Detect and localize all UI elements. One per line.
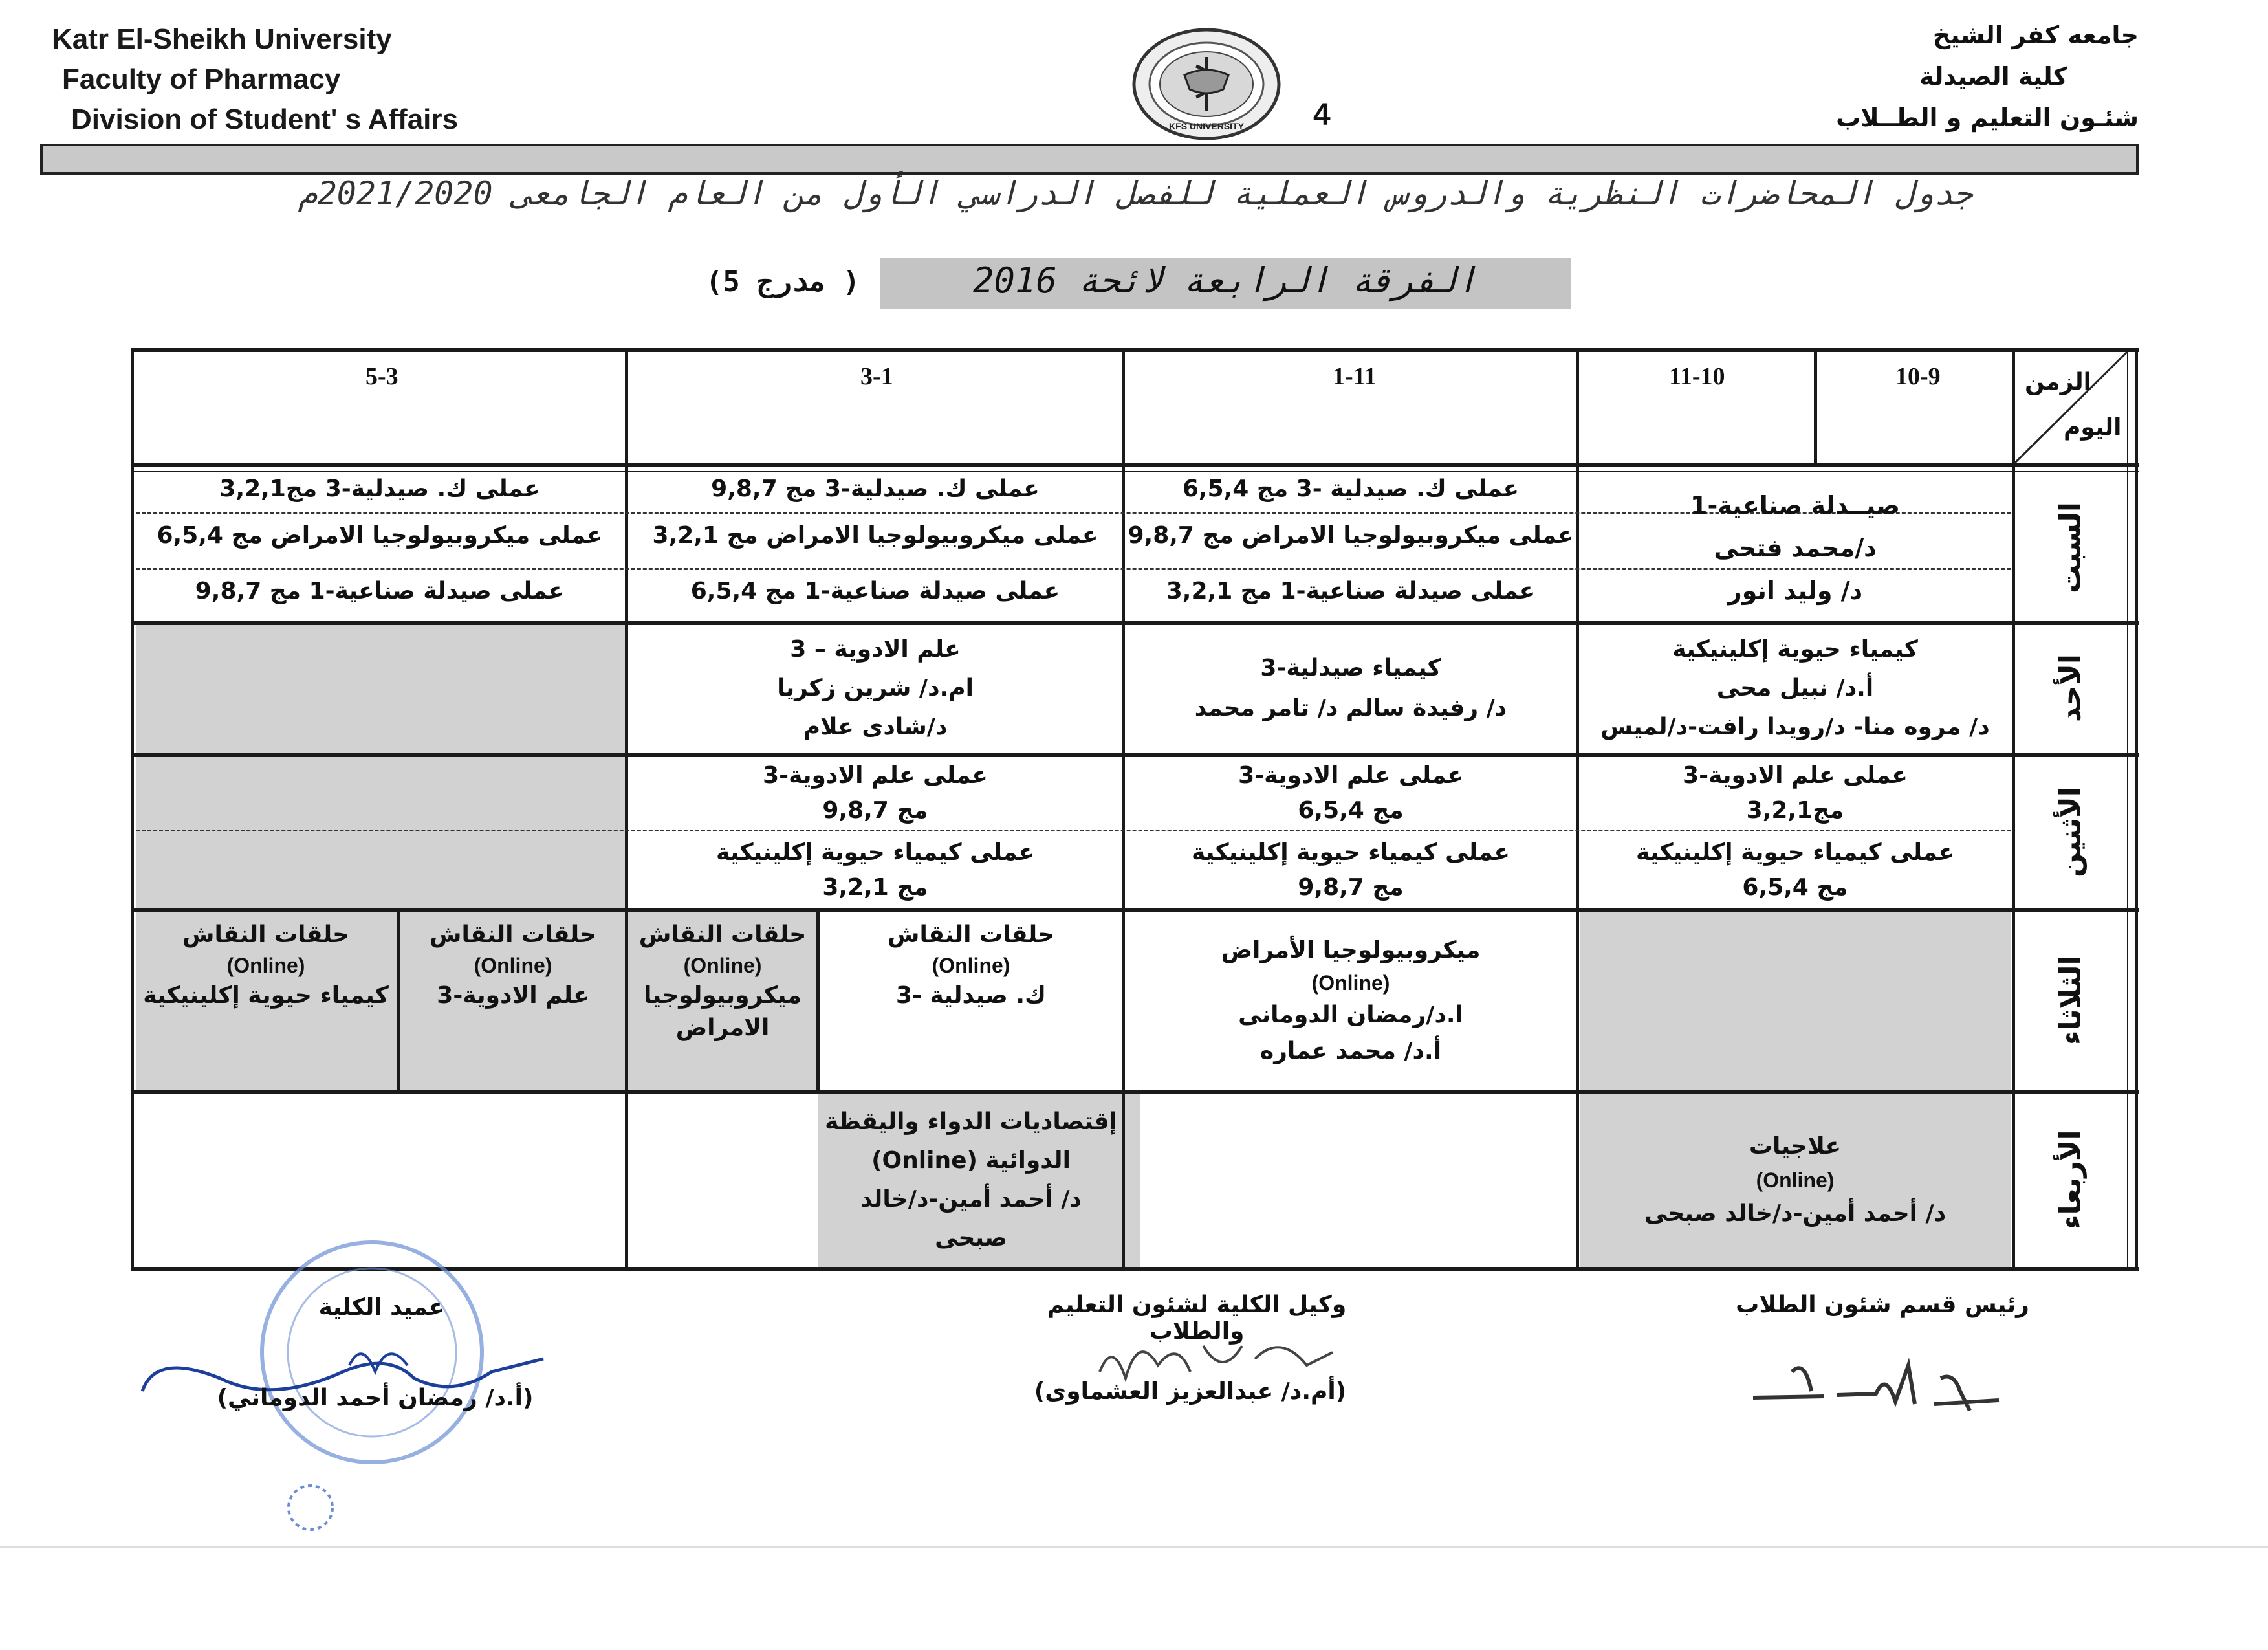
col-line-day [2012,348,2015,1271]
empty-sun-5-3 [136,625,626,753]
day-monday: الأثنين [2054,787,2088,877]
sun-pharmaceutical-chemistry-lecture [1126,625,1576,752]
wed-therapeutics-lecture [1580,1094,2011,1267]
course-name: إقتصاديات الدواء واليقظة [825,1108,1117,1135]
time-slot-10-9: 10-9 [1895,363,1941,390]
course-name: صيــدلة صناعية-1 [1690,491,1900,520]
tue-microbiology-lecture [1126,912,1576,1090]
col-line-5-3 [625,348,628,1271]
tue-discussion-pharm-chem: حلقات النقاش (Online) ك. صيدلية -3 [887,921,1055,1009]
sat-5-3-line2: عملى ميكروبيولوجيا الامراض مج 6,5,4 [157,522,603,549]
dean-name: (أ.د/ رمضان أحمد الدوماني) [217,1385,534,1411]
col-line-left [131,348,134,1271]
tue-split-5-3 [397,912,400,1090]
empty-mon-5-3 [136,757,626,908]
division-name-ar: شئـون التعليم و الطــلاب [1836,104,2139,132]
faculty-name-en: Faculty of Pharmacy [62,63,341,95]
logo-text: KFS UNIVERSITY [1169,121,1244,131]
dean-signature [129,1314,556,1430]
dean-title: عميد الكلية [318,1294,445,1321]
tue-discussion-biochemistry: حلقات النقاش (Online) كيمياء حيوية إكلينيكية [143,921,389,1009]
corner-day-label: اليوم [2064,414,2122,441]
course-name: علم الادوية – 3 [790,636,961,663]
tue-split-3-1 [816,912,820,1090]
mon-dash [136,830,2011,831]
lecturer-name: د/ أحمد أمين-د/خالد [860,1186,1082,1213]
sat-1-11-line1: عملى ك. صيدلية -3 مج 6,5,4 [1182,476,1520,502]
tue-discussion-microbiology: حلقات النقاش (Online) ميكروبيولوجيا الامراض [638,921,807,1041]
time-slot-1-11: 1-11 [1333,363,1377,390]
col-line-3-1 [1122,348,1125,1271]
sat-5-3-line1: عملى ك. صيدلية-3 مج3,2,1 [219,476,540,502]
day-saturday: السبت [2054,502,2088,594]
sat-5-3-line3: عملى صيدلة صناعية-1 مج 9,8,7 [195,578,565,604]
online-badge: (Online) [1756,1169,1835,1192]
sat-3-1-line3: عملى صيدلة صناعية-1 مج 6,5,4 [690,578,1060,604]
lecturer-name: د/ أحمد أمين-د/خالد صبحى [1644,1200,1946,1227]
hall-label: ( مدرج 5) [705,265,860,298]
time-slot-3-1: 3-1 [860,363,893,390]
day-tuesday: الثلاثاء [2054,955,2088,1046]
initials-mark [285,1482,336,1534]
online-badge: (Online) [226,954,305,977]
online-badge: (Online) [474,954,552,977]
mon-9-11-biochemistry-lab: عملى كيمياء حيوية إكلينيكية مج 6,5,4 [1636,839,1954,901]
lecturer-name: ام.د/ شرين زكريا [777,675,974,701]
lecturer-name: أ.د/ محمد عماره [1259,1038,1442,1064]
mon-1-11-biochemistry-lab: عملى كيمياء حيوية إكلينيكية مج 9,8,7 [1192,839,1510,901]
lecturer-name: د/ وليد انور [1727,577,1863,605]
mon-3-1-biochemistry-lab: عملى كيمياء حيوية إكلينيكية مج 3,2,1 [716,839,1034,901]
lecturer-name: أ.د/ نبيل محى [1716,675,1874,701]
sun-pharmacology-lecture [629,625,1122,752]
course-name: كيمياء صيدلية-3 [1260,655,1441,681]
empty-tue-9-11 [1580,912,2011,1090]
students-affairs-head-title: رئيس قسم شئون الطلاب [1736,1292,2029,1318]
mon-3-1-pharmacology-lab: عملى علم الادوية-3 مج 9,8,7 [763,762,988,824]
university-name-ar: جامعه كفر الشيخ [1932,21,2139,49]
university-name-en: Katr El-Sheikh University [52,23,392,55]
lecturer-name: د/ رفيدة سالم د/ تامر محمد [1194,695,1507,721]
vice-dean-title: وكيل الكلية لشئون التعليم والطلاب [1047,1292,1347,1345]
wed-pharmacoeconomics-lecture: إقتصاديات الدواء واليقظة الدوائية (Online) د/ أحمد أمين-د/خالد صبحى [820,1094,1122,1267]
sat-1-11-line2: عملى ميكروبيولوجيا الامراض مج 9,8,7 [1128,522,1574,549]
time-slot-11-10: 11-10 [1669,363,1725,390]
sat-1-11-line3: عملى صيدلة صناعية-1 مج 3,2,1 [1166,578,1536,604]
day-wednesday: الأربعاء [2054,1130,2088,1229]
sat-3-1-line1: عملى ك. صيدلية-3 مج 9,8,7 [711,476,1040,502]
students-affairs-head-signature [1747,1346,2005,1417]
mon-1-11-pharmacology-lab: عملى علم الادوية-3 مج 6,5,4 [1238,762,1463,824]
lecturer-name: ا.د/رمضان الدومانى [1238,1002,1463,1028]
sat-industrial-pharmacy-lecture [1580,476,2011,620]
course-name: ميكروبيولوجيا الأمراض [1221,937,1481,963]
lecturer-name: د/محمد فتحى [1714,534,1877,562]
time-slot-5-3: 5-3 [365,363,398,390]
online-badge: (Online) [932,954,1010,977]
lecturer-name: د/شادى علام [803,714,948,740]
course-name: علاجيات [1749,1133,1842,1160]
day-sunday: الأحد [2054,654,2088,723]
level-subtitle: الفرقة الرابعة لائحة 2016 [972,260,1478,301]
mon-9-11-pharmacology-lab: عملى علم الادوية-3 مج3,2,1 [1683,762,1908,824]
course-name: كيمياء حيوية إكلينيكية [1672,636,1918,663]
tue-discussion-pharmacology: حلقات النقاش (Online) علم الادوية-3 [429,921,597,1009]
lecturer-name: د/ مروه منا- د/رويدا رافت-د/لميس [1600,714,1990,740]
col-line-right-inner [2127,348,2128,1271]
col-line-11-10 [1814,348,1817,467]
col-line-1-11 [1576,348,1579,1271]
vice-dean-name: (أم.د/ عبدالعزيز العشماوى) [1034,1378,1347,1405]
table-top-border [131,348,2139,352]
page-number: 4 [1313,98,1331,132]
online-badge: (Online) [1311,971,1390,995]
sun-clinical-biochemistry-lecture [1580,625,2011,752]
row-line-header [131,463,2139,467]
page-footer-line [0,1546,2268,1548]
sat-3-1-line2: عملى ميكروبيولوجيا الامراض مج 3,2,1 [652,522,1098,549]
col-line-right [2135,348,2138,1271]
division-name-en: Division of Student' s Affairs [71,104,458,135]
schedule-title: جدول المحاضرات النظرية والدروس العملية للفصل الدراسي الأول من العام الجامعى 2021/2020م [298,175,1973,212]
faculty-name-ar: كلية الصيدلة [1919,62,2067,91]
online-badge: (Online) [683,954,762,977]
corner-time-label: الزمن [2025,369,2091,395]
